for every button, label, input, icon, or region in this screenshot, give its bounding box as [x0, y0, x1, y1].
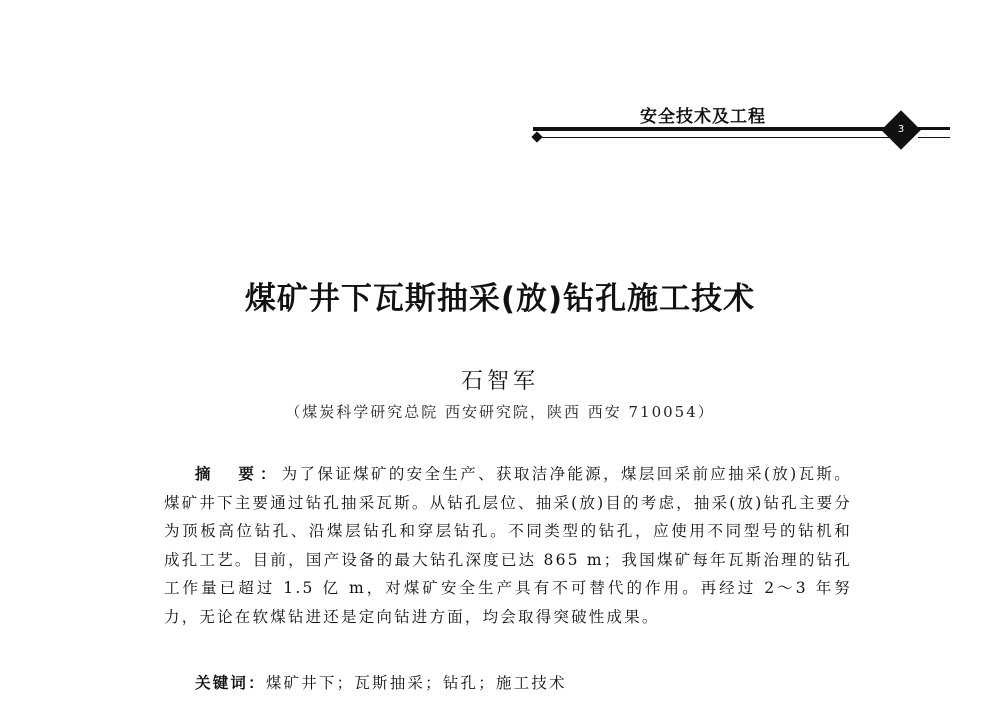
running-header-title: 安全技术及工程 [640, 107, 766, 127]
author-affiliation: （煤炭科学研究总院 西安研究院，陕西 西安 710054） [285, 403, 715, 421]
keywords-text: 煤矿井下；瓦斯抽采；钻孔；施工技术 [265, 674, 567, 692]
abstract-label: 摘 要： [195, 465, 282, 483]
author-name: 石智军 [460, 369, 539, 394]
paper-title: 煤矿井下瓦斯抽采(放)钻孔施工技术 [244, 281, 756, 317]
abstract-paragraph [164, 460, 852, 631]
header-rule-right-thick [918, 127, 950, 130]
header-rule-thin [540, 137, 902, 138]
page-number: 3 [897, 124, 905, 135]
header-rule-thick [533, 127, 905, 131]
header-rule-right-thin [918, 137, 950, 138]
diamond-bullet-icon [531, 131, 542, 142]
keywords-label: 关键词： [195, 674, 266, 692]
abstract-text: 为了保证煤矿的安全生产、获取洁净能源，煤层回采前应抽采(放)瓦斯。煤矿井下主要通过钻孔抽采瓦斯。从钻孔层位、抽采(放)目的考虑，抽采(放)钻孔主要分为顶板高位钻孔、沿煤层钻孔和穿层钻孔。不同类型的钻孔，应使用不同型号的钻机和成孔工艺。目前，国产设备的最大钻孔深度已达 865 m；我国煤矿每年瓦斯治理的钻孔工作量已超过 1.5 亿 m，对煤矿安全生产具有不可替代的作用。再经过 2～3 年努力，无论在软煤钻进还是定向钻进方面，均会取得突破性成果。 [164, 465, 852, 626]
keywords-paragraph [164, 671, 852, 693]
